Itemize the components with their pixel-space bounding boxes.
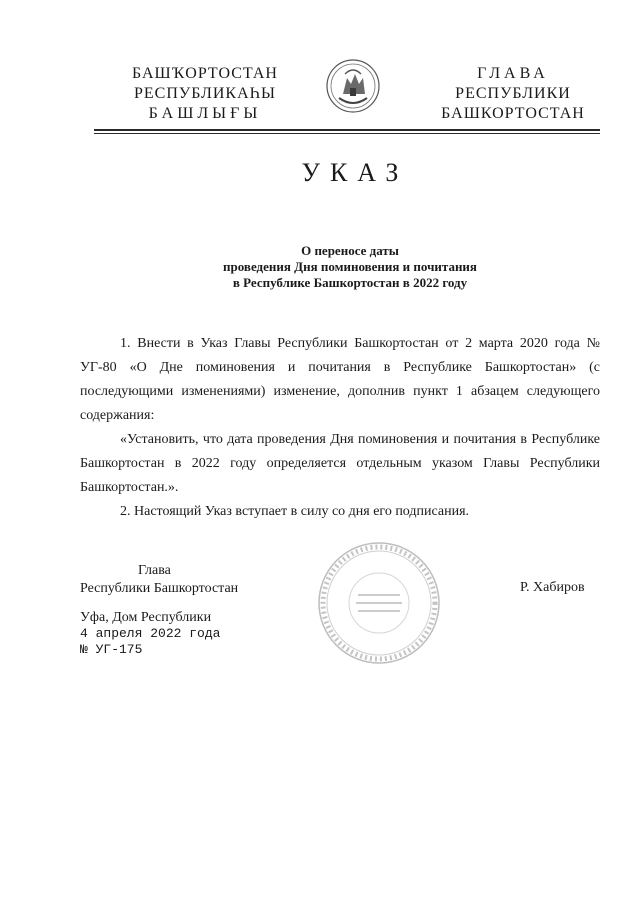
header-left-line: РЕСПУБЛИКАҺЫ bbox=[134, 85, 276, 102]
signatory-title-line: Республики Башкортостан bbox=[80, 581, 239, 596]
footer-date: 4 апреля 2022 года bbox=[80, 626, 221, 641]
body-paragraph: 1. Внести в Указ Главы Республики Башкортостан от 2 марта 2020 года № УГ-80 «О Дне поминовения и почитания в Республике Башкортостан» (с последующими изменениями) изменение, дополнив пункт 1 абзацем следующего содержания: bbox=[80, 336, 600, 423]
header-right-line: ГЛАВА bbox=[477, 65, 549, 82]
header-right-line: РЕСПУБЛИКИ bbox=[455, 85, 571, 102]
header-divider-thick bbox=[94, 129, 600, 131]
body-paragraph: «Установить, что дата проведения Дня поминовения и почитания в Республике Башкортостан в 2022 году определяется отдельным указом Главы Республики Башкортостан.». bbox=[80, 432, 600, 495]
document-type-title: УКАЗ bbox=[301, 158, 409, 187]
header-left-block bbox=[110, 64, 300, 124]
document-subject bbox=[150, 243, 550, 291]
signatory-title bbox=[80, 562, 280, 598]
body-paragraph: 2. Настоящий Указ вступает в силу со дня его подписания. bbox=[120, 504, 470, 519]
header-left-line: БАШЛЫҒЫ bbox=[148, 105, 262, 122]
header-divider-thin bbox=[94, 133, 600, 134]
signatory-title-line: Глава bbox=[138, 563, 171, 578]
emblem-icon bbox=[325, 58, 381, 114]
header-left-line: БАШҠОРТОСТАН bbox=[132, 65, 278, 82]
document-footer bbox=[80, 610, 300, 658]
official-seal-icon bbox=[316, 540, 442, 666]
subject-line: в Республике Башкортостан в 2022 году bbox=[232, 275, 468, 290]
subject-line: О переносе даты bbox=[301, 243, 399, 258]
header-right-line: БАШКОРТОСТАН bbox=[441, 105, 585, 122]
header-right-block bbox=[418, 64, 608, 124]
document-body bbox=[80, 332, 600, 524]
subject-line: проведения Дня поминовения и почитания bbox=[223, 259, 477, 274]
footer-number: № УГ-175 bbox=[80, 642, 143, 657]
footer-place: Уфа, Дом Республики bbox=[80, 610, 212, 625]
signatory-name: Р. Хабиров bbox=[520, 580, 585, 595]
